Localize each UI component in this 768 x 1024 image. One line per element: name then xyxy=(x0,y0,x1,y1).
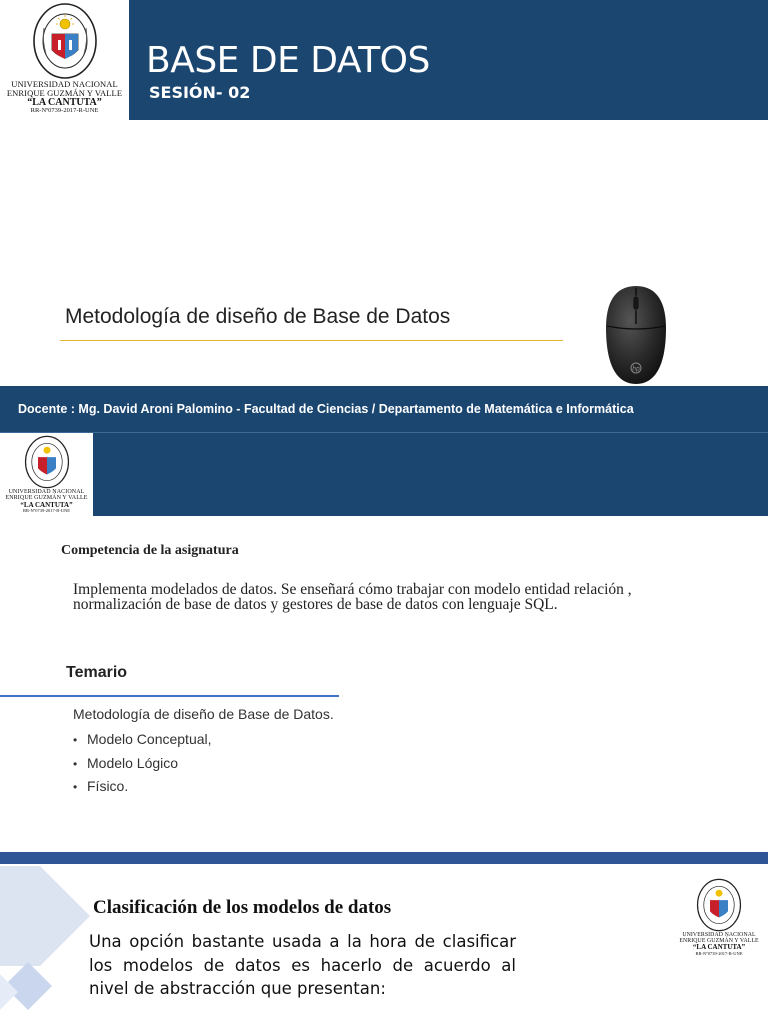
slide-title: BASE DE DATOS xyxy=(146,40,430,81)
logo-line-resolution: RR-Nº0739-2017-R-UNE xyxy=(30,107,99,115)
temario-list xyxy=(73,730,212,801)
clasificacion-title: Clasificación de los modelos de datos xyxy=(93,897,392,918)
gold-divider xyxy=(60,340,563,341)
bullet-icon: • xyxy=(73,780,78,794)
slide-2-header-band xyxy=(93,433,768,516)
university-seal-icon xyxy=(696,878,742,932)
logo-line-university: UNIVERSIDAD NACIONAL xyxy=(8,489,85,495)
computer-mouse-image xyxy=(600,282,672,386)
university-seal-icon xyxy=(24,435,70,489)
logo-line-cantuta: “LA CANTUTA” xyxy=(27,96,102,108)
university-seal-icon xyxy=(32,2,98,80)
list-item xyxy=(73,777,212,801)
competencia-title: Competencia de la asignatura xyxy=(61,543,239,558)
logo-line-name: ENRIQUE GUZMÁN Y VALLE xyxy=(5,495,88,502)
logo-line-university: UNIVERSIDAD NACIONAL xyxy=(11,79,118,89)
university-logo-right xyxy=(676,878,762,968)
slide-1 xyxy=(0,0,768,416)
logo-line-resolution: RR-Nº0739-2017-R-UNE xyxy=(23,507,70,513)
logo-line-cantuta: “LA CANTUTA” xyxy=(20,500,73,509)
clasificacion-body: Una opción bastante usada a la hora de clasificar los modelos de datos es hacerlo de acuerdo al nivel de abstracción que presentan: xyxy=(89,932,516,998)
list-item xyxy=(73,730,212,754)
session-label: SESIÓN- 02 xyxy=(149,83,251,102)
docente-text: Docente : Mg. David Aroni Palomino - Facultad de Ciencias / Departamento de Matemática e Informática xyxy=(18,402,634,416)
list-item-label: Modelo Lógico xyxy=(87,754,179,771)
method-title: Metodología de diseño de Base de Datos xyxy=(65,305,451,328)
bullet-icon: • xyxy=(73,756,78,771)
logo-line-resolution: RR-Nº0739-2017-R-UNE xyxy=(695,950,743,956)
docente-band xyxy=(0,386,768,433)
logo-line-university: UNIVERSIDAD NACIONAL xyxy=(682,932,756,938)
list-item-label: Físico. xyxy=(87,778,129,794)
logo-line-name: ENRIQUE GUZMÁN Y VALLE xyxy=(679,938,759,945)
slide-3-top-bar xyxy=(0,852,768,864)
temario-lead: Metodología de diseño de Base de Datos. xyxy=(73,706,334,722)
bullet-icon: • xyxy=(73,733,78,747)
logo-line-cantuta: “LA CANTUTA” xyxy=(692,943,746,952)
university-logo xyxy=(0,0,129,120)
temario-divider xyxy=(0,695,339,697)
list-item xyxy=(73,754,212,778)
temario-title: Temario xyxy=(66,664,128,681)
svg-text:hp: hp xyxy=(632,365,640,373)
logo-line-name: ENRIQUE GUZMÁN Y VALLE xyxy=(6,87,123,98)
logo-caption xyxy=(0,80,129,115)
list-item-label: Modelo Conceptual, xyxy=(87,731,212,747)
competencia-body: Implementa modelados de datos. Se enseñará cómo trabajar con modelo entidad relación , normalización de base de datos y gestores de base de datos con lenguaje SQL. xyxy=(73,581,632,613)
university-logo-small xyxy=(0,433,93,523)
header-band xyxy=(129,0,768,120)
